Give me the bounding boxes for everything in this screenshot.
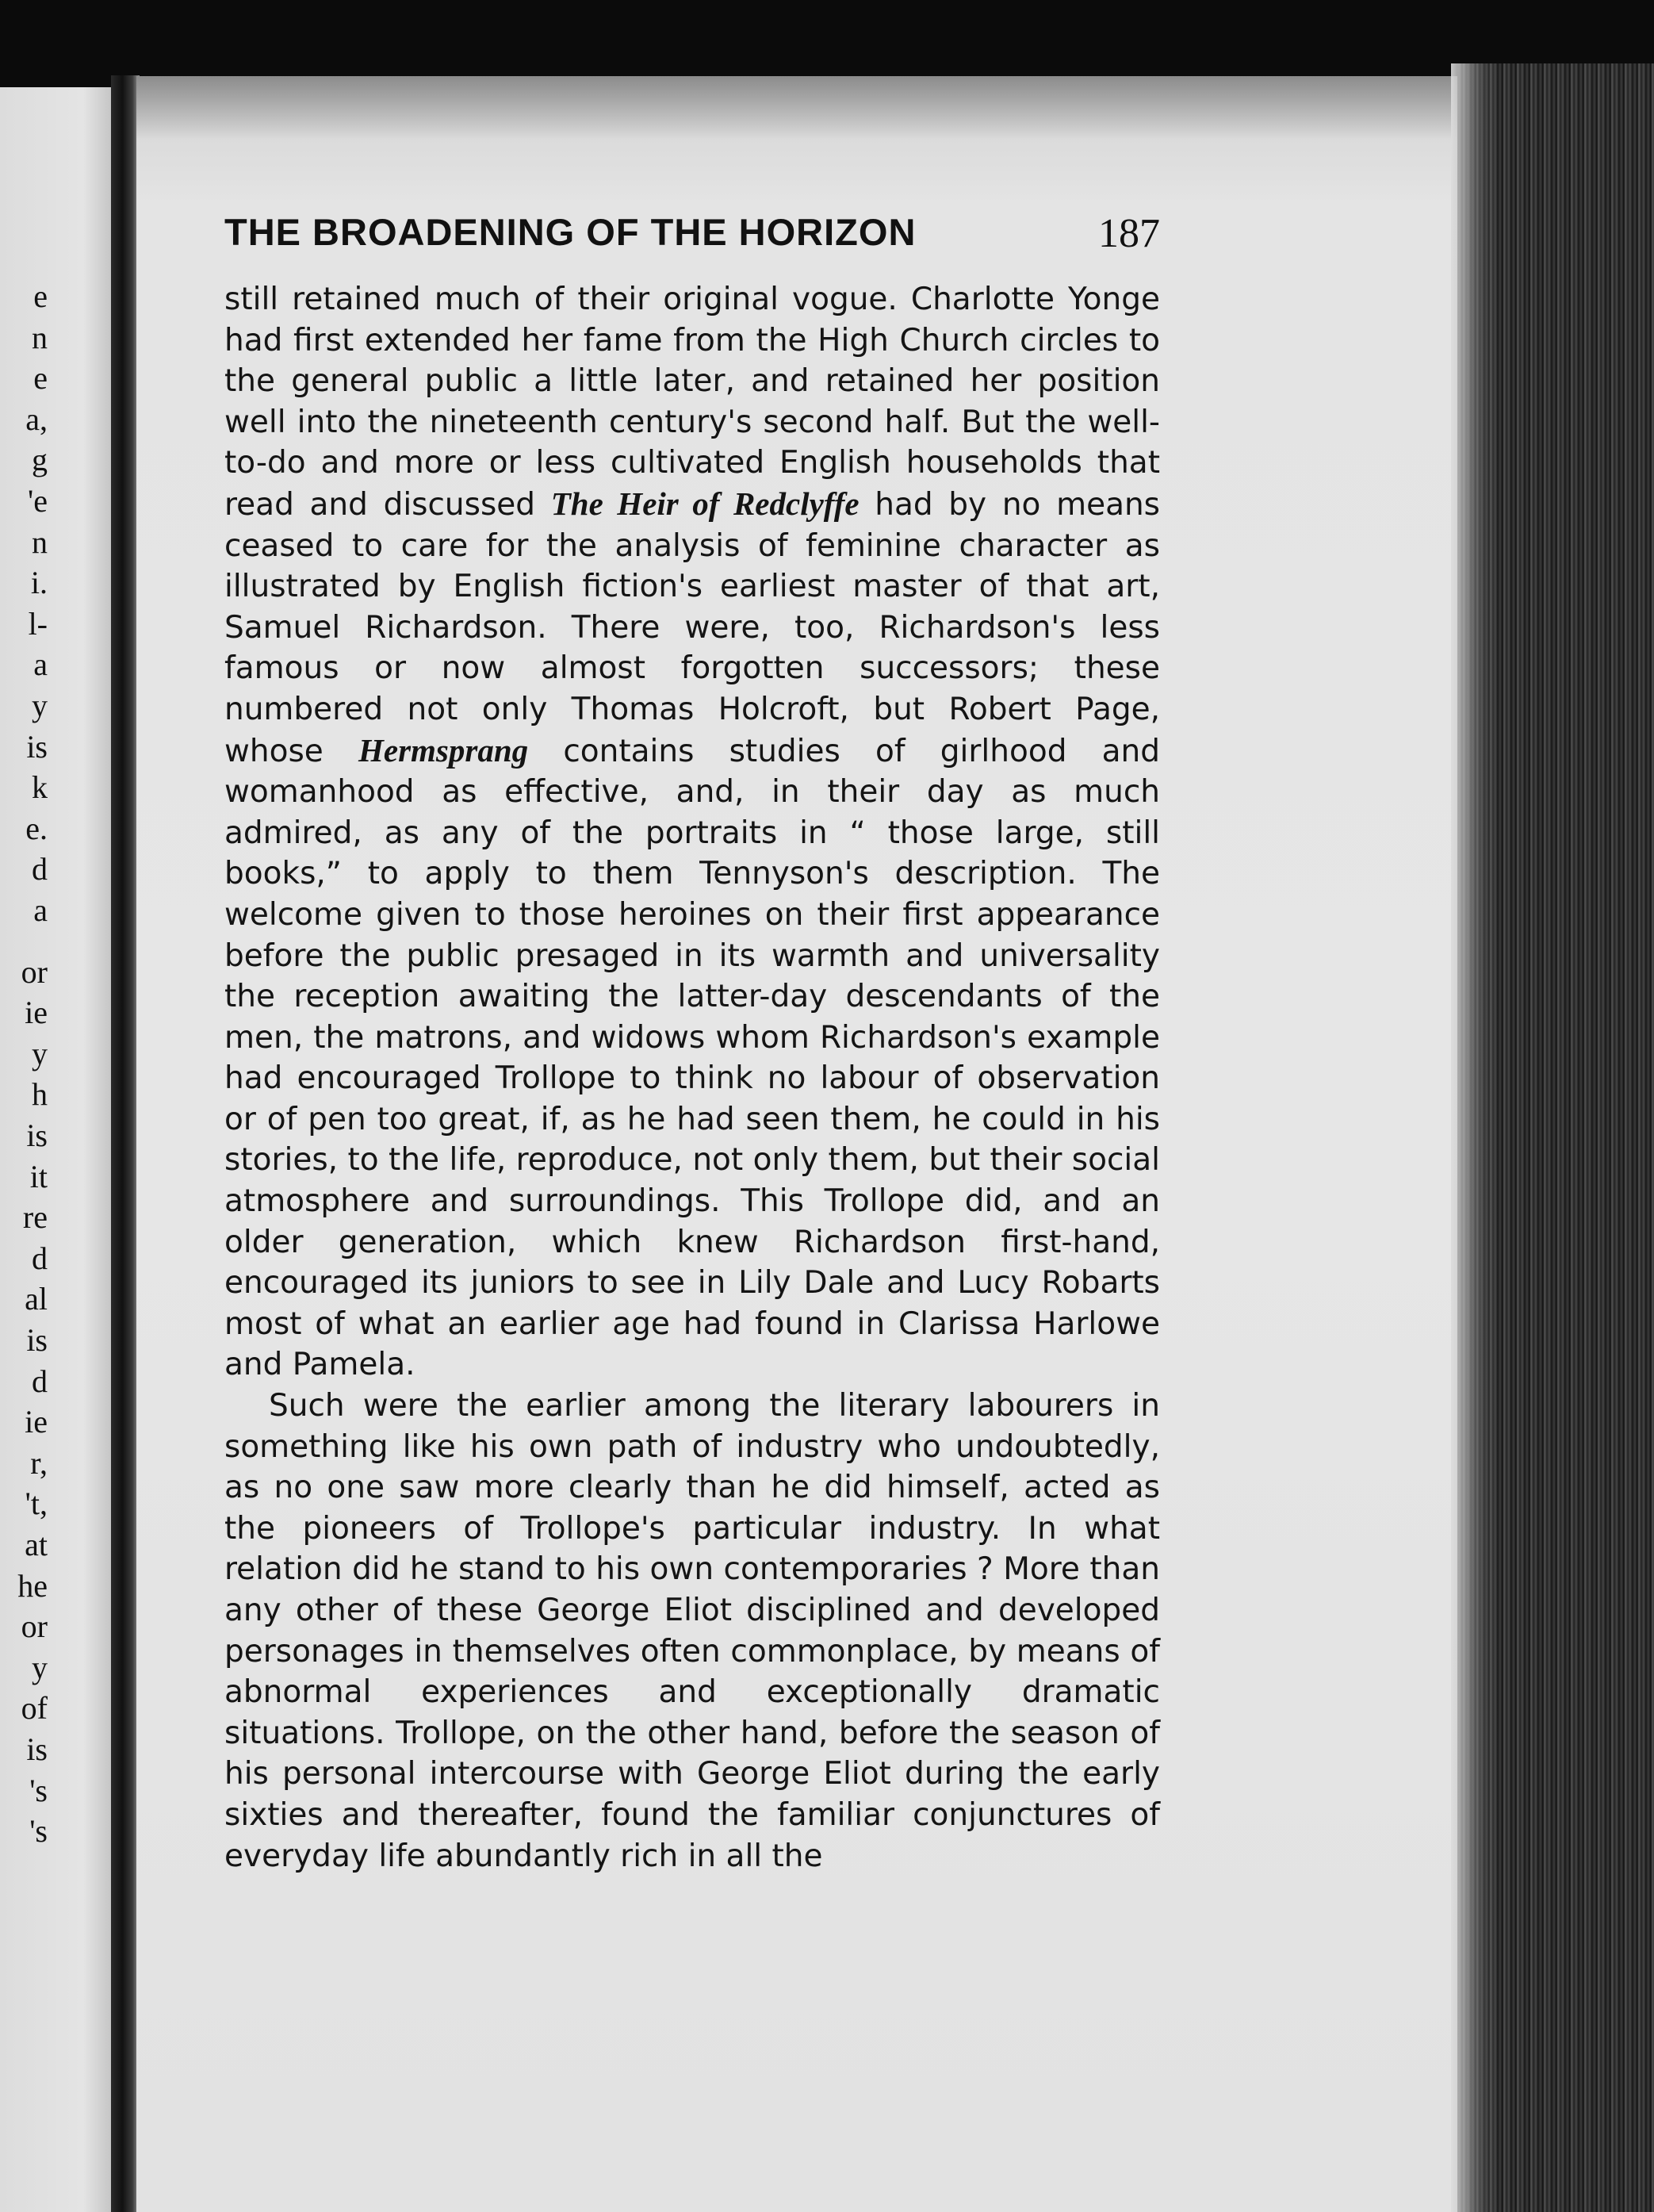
running-head-title: THE BROADENING OF THE HORIZON <box>224 211 917 253</box>
previous-page-fragment: is <box>26 1731 48 1767</box>
previous-page-fragment: r, <box>30 1444 48 1481</box>
previous-page-sliver <box>0 87 119 2212</box>
previous-page-fragment: is <box>26 1118 48 1153</box>
previous-page-fragment: k <box>32 769 48 806</box>
previous-page-fragment: e <box>33 360 48 397</box>
previous-page-fragment: or <box>21 1608 48 1645</box>
previous-page-fragment: d <box>32 1240 48 1276</box>
previous-page-fragment: he <box>17 1567 48 1604</box>
previous-page-fragment: d <box>32 851 48 887</box>
previous-page-fragment: re <box>22 1199 48 1236</box>
previous-page-fragment: a <box>33 646 48 683</box>
previous-page-fragment: it <box>29 1158 48 1194</box>
paragraph-1-text-c: contains studies of girlhood and womanhood as effective, and, in their day as much admired, as any of the portraits in “ those large, still books,” to apply to them Tennyson's description. The welcome given to those heroines on their first appearance before the public presaged in its warmth and universality the reception awaiting the latter-day descendants of the men, the matrons, and widows whom Richardson's example had encouraged Trollope to think no labour of observation or of pen too great, if, as he had seen them, he could in his stories, to the life, reproduce, not only them, but their social atmosphere and surroundings. This Trollope did, and an older generation, which knew Richardson first-hand, encouraged its juniors to see in Lily Dale and Lucy Robarts most of what an earlier age had found in Clarissa Harlowe and Pamela. <box>224 733 1161 1383</box>
previous-page-fragment: n <box>32 523 48 560</box>
book-title-hermsprang: Hermsprang <box>358 731 529 769</box>
previous-page-fragment: 's <box>29 1772 48 1808</box>
book-title-heir-of-redclyffe: The Heir of Redclyffe <box>550 485 860 522</box>
previous-page-fragment: n <box>32 319 48 355</box>
previous-page-fragment: 't, <box>25 1486 48 1522</box>
previous-page-fragment: a <box>33 892 48 928</box>
previous-page-fragment: or <box>21 953 48 990</box>
previous-page-fragment: 's <box>29 1813 48 1850</box>
page-edge-fade <box>1451 63 1499 2212</box>
previous-page-fragment: at <box>25 1527 48 1562</box>
previous-page-fragment: a, <box>25 401 48 437</box>
previous-page-fragment: e. <box>25 810 48 846</box>
previous-page-fragment: g <box>32 442 48 478</box>
previous-page-fragment: l- <box>28 605 48 642</box>
book-gutter <box>111 75 140 2212</box>
previous-page-fragment: e <box>33 278 48 314</box>
paragraph-1-text-b: had by no means ceased to care for the analysis of feminine character as illustrated by English fiction's earliest master of that art, Samuel Richardson. There were, too, Richardson's less famous or now almost forgotten successors; these numbered not only Thomas Holcroft, but Robert Page, whose <box>224 486 1161 769</box>
previous-page-fragment: h <box>32 1076 48 1113</box>
previous-page-fragment: of <box>21 1690 48 1727</box>
body-text <box>224 279 1160 1877</box>
previous-page-fragment: y <box>32 1649 48 1685</box>
previous-page-fragment: ie <box>25 995 48 1031</box>
page-top-shadow <box>136 76 1476 140</box>
previous-page-fragment: y <box>32 1035 48 1071</box>
previous-page-fragment: is <box>26 728 48 765</box>
previous-page-fragment: al <box>25 1281 48 1317</box>
paragraph-1-text-a: still retained much of their original vogue. Charlotte Yonge had first extended her fame from the High Church circles to the general public a little later, and retained her position well into the nineteenth century's second half. But the well-to-do and more or less cultivated English households that read and discussed <box>224 282 1160 523</box>
paragraph-2: Such were the earlier among the literary labourers in something like his own path of industry who undoubtedly, as no one saw more clearly than he did himself, acted as the pioneers of Trollope's particular industry. In what relation did he stand to his own contemporaries ? More than any other of these George Eliot disciplined and developed personages in themselves often commonplace, by means of abnormal experiences and exceptionally dramatic situations. Trollope, on the other hand, before the season of his personal intercourse with George Eliot during the early sixties and thereafter, found the familiar conjunctures of everyday life abundantly rich in all the <box>224 1388 1160 1874</box>
previous-page-fragment: y <box>32 688 48 723</box>
previous-page-fragment: ie <box>25 1404 48 1440</box>
running-head <box>224 210 1160 266</box>
previous-page-fragment: is <box>26 1322 48 1358</box>
page-number: 187 <box>1098 211 1160 256</box>
paragraph-1 <box>224 279 1160 1386</box>
previous-page-fragment: d <box>32 1363 48 1399</box>
previous-page-fragment: 'e <box>28 483 48 519</box>
previous-page-fragment: i. <box>30 565 48 601</box>
